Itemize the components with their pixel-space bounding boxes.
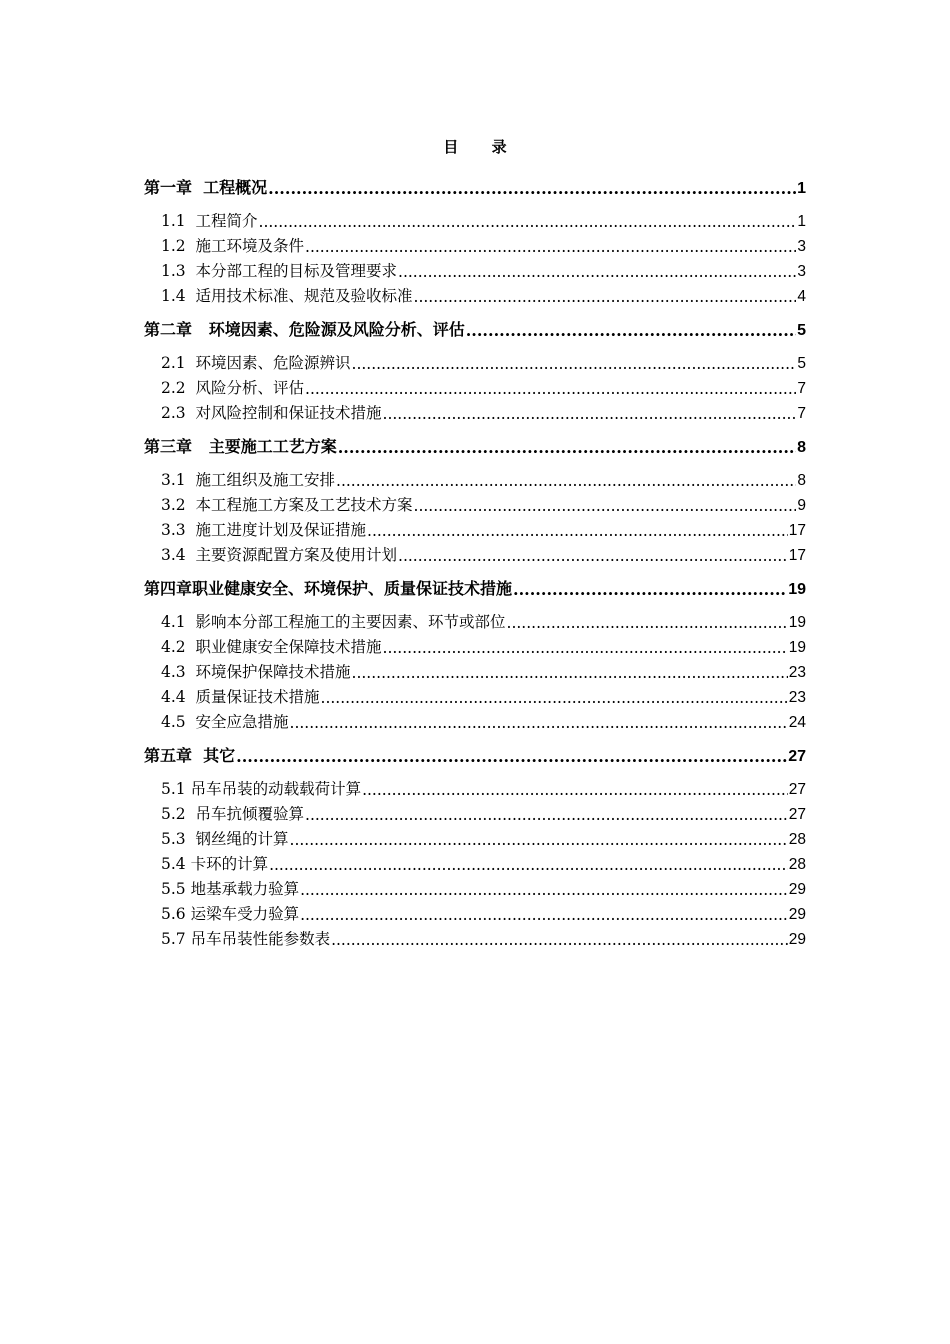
toc-section[interactable] bbox=[144, 281, 806, 306]
page-number: 9 bbox=[797, 497, 806, 514]
toc-chapter[interactable] bbox=[144, 314, 806, 340]
section-title: 3.4 主要资源配置方案及使用计划 bbox=[161, 546, 398, 564]
page-number: 27 bbox=[788, 748, 806, 765]
toc-section[interactable] bbox=[144, 657, 806, 682]
section-title: 4.4 质量保证技术措施 bbox=[161, 688, 320, 706]
toc-section[interactable] bbox=[144, 799, 806, 824]
dot-leader bbox=[300, 881, 788, 899]
dot-leader bbox=[466, 321, 796, 340]
dot-leader bbox=[414, 497, 797, 515]
page-number: 19 bbox=[788, 614, 806, 631]
chapter-title: 第三章 主要施工工艺方案 bbox=[144, 437, 337, 456]
dot-leader bbox=[305, 380, 796, 398]
dot-leader bbox=[352, 355, 797, 373]
dot-leader bbox=[236, 747, 787, 766]
dot-leader bbox=[305, 238, 796, 256]
page-number: 1 bbox=[797, 180, 806, 197]
dot-leader bbox=[290, 831, 788, 849]
page-number: 24 bbox=[788, 714, 806, 731]
section-title: 4.3 环境保护保障技术措施 bbox=[161, 663, 351, 681]
section-title: 5.1 吊车吊装的动载载荷计算 bbox=[161, 780, 362, 798]
dot-leader bbox=[383, 639, 788, 657]
toc-section[interactable] bbox=[144, 774, 806, 799]
dot-leader bbox=[290, 714, 788, 732]
page-number: 5 bbox=[797, 322, 806, 339]
toc-section[interactable] bbox=[144, 490, 806, 515]
section-title: 1.3 本分部工程的目标及管理要求 bbox=[161, 262, 398, 280]
page-number: 29 bbox=[788, 881, 806, 898]
toc-section[interactable] bbox=[144, 515, 806, 540]
page-number: 8 bbox=[797, 472, 806, 489]
toc-section[interactable] bbox=[144, 607, 806, 632]
section-title: 5.2 吊车抗倾覆验算 bbox=[161, 805, 305, 823]
toc-section[interactable] bbox=[144, 231, 806, 256]
toc-section[interactable] bbox=[144, 682, 806, 707]
section-title: 4.1 影响本分部工程施工的主要因素、环节或部位 bbox=[161, 613, 506, 631]
page-number: 23 bbox=[788, 664, 806, 681]
toc-section[interactable] bbox=[144, 348, 806, 373]
page-number: 29 bbox=[788, 931, 806, 948]
page-number: 17 bbox=[788, 547, 806, 564]
page-number: 8 bbox=[797, 439, 806, 456]
toc-section[interactable] bbox=[144, 465, 806, 490]
page-number: 27 bbox=[788, 781, 806, 798]
page-number: 7 bbox=[797, 405, 806, 422]
page-number: 4 bbox=[797, 288, 806, 305]
toc-section[interactable] bbox=[144, 540, 806, 565]
section-title: 5.6 运梁车受力验算 bbox=[161, 905, 300, 923]
chapter-title: 第一章 工程概况 bbox=[144, 178, 268, 197]
page-number: 3 bbox=[797, 263, 806, 280]
dot-leader bbox=[352, 664, 788, 682]
section-title: 3.2 本工程施工方案及工艺技术方案 bbox=[161, 496, 413, 514]
dot-leader bbox=[259, 213, 797, 231]
toc-section[interactable] bbox=[144, 924, 806, 949]
chapter-title: 第四章职业健康安全、环境保护、质量保证技术措施 bbox=[144, 579, 513, 598]
dot-leader bbox=[269, 856, 788, 874]
dot-leader bbox=[321, 689, 788, 707]
dot-leader bbox=[331, 931, 788, 949]
dot-leader bbox=[383, 405, 797, 423]
toc-chapter[interactable] bbox=[144, 573, 806, 599]
page-number: 17 bbox=[788, 522, 806, 539]
dot-leader bbox=[305, 806, 788, 824]
section-title: 1.4 适用技术标准、规范及验收标准 bbox=[161, 287, 413, 305]
page-number: 19 bbox=[788, 581, 806, 598]
section-title: 5.5 地基承载力验算 bbox=[161, 880, 300, 898]
section-title: 5.4 卡环的计算 bbox=[161, 855, 269, 873]
table-of-contents bbox=[144, 172, 806, 949]
dot-leader bbox=[414, 288, 797, 306]
toc-section[interactable] bbox=[144, 632, 806, 657]
dot-leader bbox=[398, 547, 788, 565]
page-number: 28 bbox=[788, 856, 806, 873]
page-number: 19 bbox=[788, 639, 806, 656]
toc-section[interactable] bbox=[144, 874, 806, 899]
toc-section[interactable] bbox=[144, 899, 806, 924]
toc-section[interactable] bbox=[144, 398, 806, 423]
section-title: 2.1 环境因素、危险源辨识 bbox=[161, 354, 351, 372]
page-number: 1 bbox=[797, 213, 806, 230]
toc-chapter[interactable] bbox=[144, 172, 806, 198]
section-title: 5.3 钢丝绳的计算 bbox=[161, 830, 289, 848]
toc-chapter[interactable] bbox=[144, 740, 806, 766]
toc-section[interactable] bbox=[144, 206, 806, 231]
dot-leader bbox=[336, 472, 796, 490]
section-title: 1.1 工程简介 bbox=[161, 212, 258, 230]
toc-title: 目 录 bbox=[443, 138, 521, 156]
chapter-title: 第五章 其它 bbox=[144, 746, 236, 765]
toc-section[interactable] bbox=[144, 849, 806, 874]
page-number: 23 bbox=[788, 689, 806, 706]
toc-chapter[interactable] bbox=[144, 431, 806, 457]
dot-leader bbox=[300, 906, 788, 924]
dot-leader bbox=[338, 438, 796, 457]
page-number: 28 bbox=[788, 831, 806, 848]
dot-leader bbox=[362, 781, 788, 799]
toc-section[interactable] bbox=[144, 256, 806, 281]
toc-section[interactable] bbox=[144, 824, 806, 849]
dot-leader bbox=[513, 580, 787, 599]
page-number: 7 bbox=[797, 380, 806, 397]
section-title: 3.1 施工组织及施工安排 bbox=[161, 471, 336, 489]
dot-leader bbox=[367, 522, 788, 540]
section-title: 1.2 施工环境及条件 bbox=[161, 237, 305, 255]
section-title: 2.3 对风险控制和保证技术措施 bbox=[161, 404, 382, 422]
page-number: 29 bbox=[788, 906, 806, 923]
section-title: 2.2 风险分析、评估 bbox=[161, 379, 305, 397]
section-title: 4.2 职业健康安全保障技术措施 bbox=[161, 638, 382, 656]
page-number: 3 bbox=[797, 238, 806, 255]
toc-section[interactable] bbox=[144, 373, 806, 398]
page-number: 27 bbox=[788, 806, 806, 823]
toc-section[interactable] bbox=[144, 707, 806, 732]
chapter-title: 第二章 环境因素、危险源及风险分析、评估 bbox=[144, 320, 465, 339]
dot-leader bbox=[398, 263, 796, 281]
section-title: 4.5 安全应急措施 bbox=[161, 713, 289, 731]
dot-leader bbox=[268, 179, 796, 198]
dot-leader bbox=[507, 614, 788, 632]
section-title: 5.7 吊车吊装性能参数表 bbox=[161, 930, 331, 948]
section-title: 3.3 施工进度计划及保证措施 bbox=[161, 521, 367, 539]
page-number: 5 bbox=[797, 355, 806, 372]
